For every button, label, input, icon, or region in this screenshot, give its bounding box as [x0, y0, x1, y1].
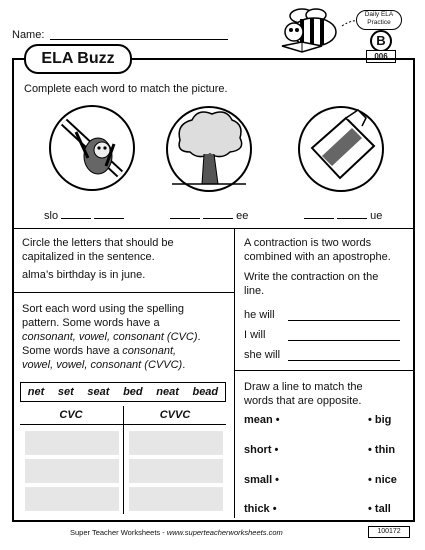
- match-left-item[interactable]: thick •: [244, 503, 277, 515]
- s3-line3-end: .: [197, 331, 201, 343]
- section1-instruction: Complete each word to match the picture.: [24, 83, 228, 95]
- word-blank[interactable]: [337, 208, 367, 219]
- section3-instruction: [22, 302, 232, 372]
- word-bank-item: bead: [192, 386, 219, 398]
- sort-cell[interactable]: [24, 486, 120, 512]
- word-item-1: [44, 208, 124, 223]
- sort-cell[interactable]: [128, 430, 224, 456]
- sort-cell[interactable]: [128, 458, 224, 484]
- word-item-1-prefix: slo: [44, 210, 59, 222]
- word-bank-item: neat: [156, 386, 179, 398]
- glue-bottle-icon: [296, 104, 386, 194]
- match-right-item[interactable]: • thin: [368, 444, 396, 456]
- s3-line2: pattern. Some words have a: [22, 317, 160, 329]
- sort-table-rule: [123, 406, 124, 514]
- footer-link[interactable]: www.superteacherworksheets.com: [166, 528, 283, 537]
- divider: [12, 292, 234, 293]
- section5-instruction: [244, 380, 410, 408]
- s4-line2: combined with an apostrophe.: [244, 251, 391, 263]
- word-bank-item: set: [57, 386, 74, 398]
- s4-line1: A contraction is two words: [244, 237, 372, 249]
- tree-icon: [164, 104, 254, 194]
- match-right-item[interactable]: • nice: [368, 474, 397, 486]
- contraction-answer-line[interactable]: [288, 360, 400, 361]
- s3-line5: [22, 358, 232, 372]
- page-title: ELA Buzz: [24, 44, 132, 74]
- col-header-cvc: CVC: [59, 409, 83, 421]
- col-header-cvvc: CVVC: [159, 409, 191, 421]
- s3-line3-italic: consonant, vowel, consonant (CVC): [22, 331, 198, 343]
- sort-cell[interactable]: [24, 430, 120, 456]
- sort-cell[interactable]: [128, 486, 224, 512]
- s5-line2: words that are opposite.: [244, 395, 362, 407]
- name-label: Name:: [12, 29, 45, 41]
- word-bank-item: seat: [87, 386, 110, 398]
- word-bank-item: net: [27, 386, 45, 398]
- name-field-line[interactable]: [50, 39, 228, 40]
- s4-line3: Write the contraction on the: [244, 271, 379, 283]
- footer-credit: [70, 528, 283, 537]
- contraction-label: she will: [244, 349, 281, 361]
- badge-line1: Daily ELA: [364, 11, 394, 18]
- word-blank[interactable]: [61, 208, 91, 219]
- section4-instruction: [244, 236, 410, 298]
- match-left-item[interactable]: mean •: [244, 414, 280, 426]
- word-bank: [20, 382, 226, 402]
- s3-line4-start: Some words have a: [22, 345, 120, 357]
- daily-practice-badge: [356, 10, 402, 30]
- contraction-answer-line[interactable]: [288, 340, 400, 341]
- match-left-item[interactable]: small •: [244, 474, 280, 486]
- sort-cell[interactable]: [24, 458, 120, 484]
- contraction-label: he will: [244, 309, 275, 321]
- divider: [234, 228, 235, 518]
- s4-line4: line.: [244, 285, 265, 297]
- s3-line3: [22, 330, 232, 344]
- s5-line1: Draw a line to match the: [244, 381, 363, 393]
- capitalization-sentence[interactable]: alma’s birthday is in june.: [22, 269, 146, 281]
- word-item-2: [170, 208, 248, 223]
- word-item-3-suffix: ue: [370, 210, 383, 222]
- section2-instruction: Circle the letters that should be capitalized in the sentence.: [22, 237, 174, 263]
- word-bank-item: bed: [123, 386, 143, 398]
- match-right-item[interactable]: • big: [368, 414, 392, 426]
- s3-line5-end: .: [182, 359, 186, 371]
- badge-line2: Practice: [367, 18, 391, 26]
- match-left-item[interactable]: short •: [244, 444, 279, 456]
- contraction-answer-line[interactable]: [288, 320, 400, 321]
- contraction-label: I will: [244, 329, 266, 341]
- word-item-2-suffix: ee: [236, 210, 249, 222]
- badge-letter: B: [370, 30, 392, 52]
- divider: [12, 228, 413, 229]
- sloth-icon: [44, 102, 140, 194]
- word-blank[interactable]: [203, 208, 233, 219]
- s3-line1: Sort each word using the spelling: [22, 303, 185, 315]
- footer-text: Super Teacher Worksheets -: [70, 528, 167, 537]
- word-blank[interactable]: [304, 208, 334, 219]
- badge-number: 006: [366, 50, 396, 63]
- match-right-item[interactable]: • tall: [368, 503, 391, 515]
- word-item-3: [304, 208, 382, 223]
- worksheet-code: 100172: [368, 526, 410, 538]
- s3-line4-italic: consonant,: [122, 345, 177, 357]
- word-blank[interactable]: [94, 208, 124, 219]
- bee-reading-book-icon: [272, 6, 362, 62]
- divider: [234, 370, 413, 371]
- word-blank[interactable]: [170, 208, 200, 219]
- s3-line4: [22, 344, 232, 358]
- s3-line5-italic: vowel, vowel, consonant (CVVC): [22, 359, 183, 371]
